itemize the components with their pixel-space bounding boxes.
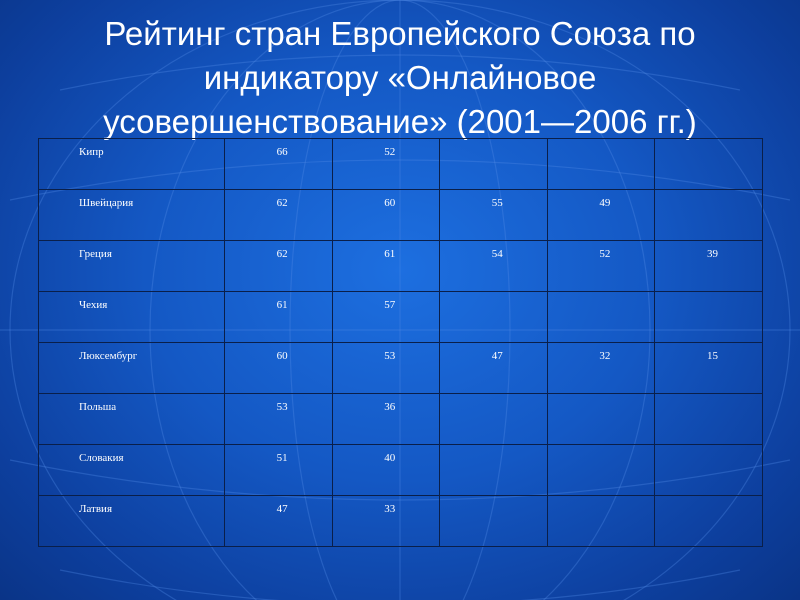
country-cell: Латвия	[39, 496, 225, 547]
value-cell: 57	[332, 292, 440, 343]
value-cell: 54	[440, 241, 548, 292]
value-cell: 47	[225, 496, 333, 547]
value-cell: 55	[440, 190, 548, 241]
table-row	[39, 343, 763, 394]
value-cell: 40	[332, 445, 440, 496]
table-row	[39, 394, 763, 445]
value-cell	[547, 292, 655, 343]
value-cell: 66	[225, 139, 333, 190]
value-cell: 49	[547, 190, 655, 241]
table-row	[39, 190, 763, 241]
value-cell	[655, 394, 763, 445]
value-cell: 51	[225, 445, 333, 496]
value-cell: 61	[225, 292, 333, 343]
value-cell	[547, 394, 655, 445]
value-cell	[547, 445, 655, 496]
table-row	[39, 445, 763, 496]
value-cell: 47	[440, 343, 548, 394]
value-cell: 39	[655, 241, 763, 292]
value-cell	[440, 292, 548, 343]
country-cell: Словакия	[39, 445, 225, 496]
value-cell	[655, 139, 763, 190]
value-cell: 61	[332, 241, 440, 292]
value-cell: 15	[655, 343, 763, 394]
value-cell: 32	[547, 343, 655, 394]
value-cell	[547, 139, 655, 190]
country-cell: Греция	[39, 241, 225, 292]
value-cell: 52	[332, 139, 440, 190]
value-cell: 53	[225, 394, 333, 445]
value-cell	[440, 139, 548, 190]
table-row	[39, 292, 763, 343]
value-cell: 62	[225, 190, 333, 241]
value-cell: 52	[547, 241, 655, 292]
value-cell	[655, 496, 763, 547]
value-cell	[655, 292, 763, 343]
value-cell: 62	[225, 241, 333, 292]
value-cell: 60	[332, 190, 440, 241]
value-cell	[547, 496, 655, 547]
country-cell: Чехия	[39, 292, 225, 343]
table-row	[39, 139, 763, 190]
value-cell: 53	[332, 343, 440, 394]
value-cell	[655, 190, 763, 241]
country-cell: Швейцария	[39, 190, 225, 241]
table-row	[39, 496, 763, 547]
value-cell	[655, 445, 763, 496]
value-cell: 33	[332, 496, 440, 547]
value-cell: 36	[332, 394, 440, 445]
value-cell	[440, 394, 548, 445]
ranking-table	[38, 138, 763, 547]
value-cell	[440, 496, 548, 547]
country-cell: Люксембург	[39, 343, 225, 394]
country-cell: Кипр	[39, 139, 225, 190]
table-row	[39, 241, 763, 292]
slide-title: Рейтинг стран Европейского Союза по индикатору «Онлайновое усовершенствование» (2001—2006 гг.)	[103, 15, 697, 140]
country-cell: Польша	[39, 394, 225, 445]
value-cell	[440, 445, 548, 496]
value-cell: 60	[225, 343, 333, 394]
